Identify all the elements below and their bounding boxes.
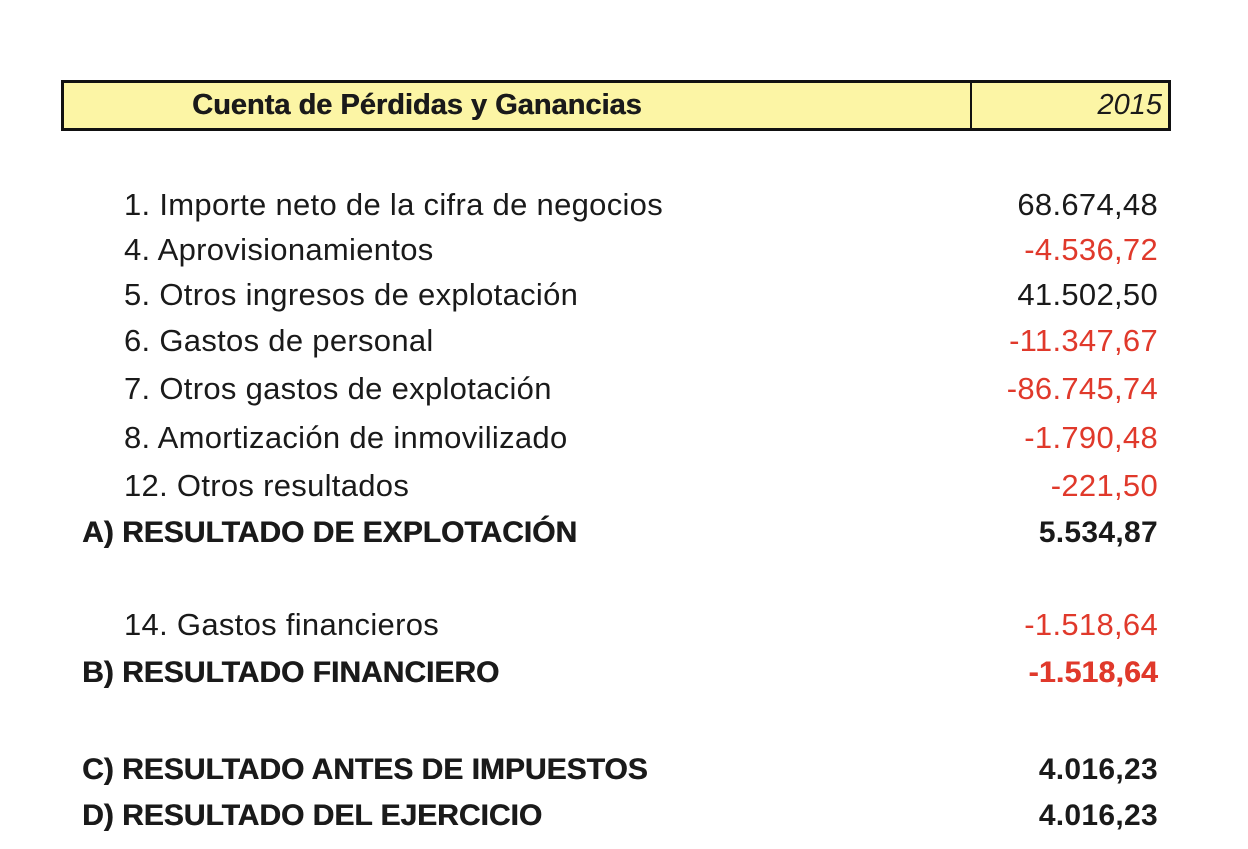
row-label: C) RESULTADO ANTES DE IMPUESTOS	[82, 753, 648, 786]
row-gastos-financieros	[0, 602, 1248, 648]
row-label: 4. Aprovisionamientos	[124, 232, 434, 267]
row-label: 7. Otros gastos de explotación	[124, 371, 552, 406]
header-year: 2015	[1097, 89, 1162, 121]
row-label: 6. Gastos de personal	[124, 323, 434, 358]
row-value: -11.347,67	[1009, 323, 1158, 358]
row-value: -1.518,64	[1024, 607, 1158, 642]
row-label: 8. Amortización de inmovilizado	[124, 420, 568, 455]
row-value: -1.790,48	[1024, 420, 1158, 455]
row-resultado-antes-impuestos	[0, 747, 1248, 793]
row-label: 12. Otros resultados	[124, 468, 410, 503]
row-label: A) RESULTADO DE EXPLOTACIÓN	[82, 516, 577, 549]
row-resultado-explotacion	[0, 510, 1248, 556]
row-resultado-ejercicio	[0, 793, 1248, 839]
row-value: 4.016,23	[1038, 799, 1158, 832]
row-label: 14. Gastos financieros	[124, 607, 440, 642]
row-importe-neto	[0, 182, 1248, 228]
row-value: -86.745,74	[1006, 371, 1158, 406]
row-value: 4.016,23	[1038, 753, 1158, 786]
row-label: D) RESULTADO DEL EJERCICIO	[82, 799, 543, 832]
row-amortizacion	[0, 415, 1248, 461]
row-label: B) RESULTADO FINANCIERO	[82, 656, 500, 689]
row-gastos-personal	[0, 318, 1248, 364]
row-value: 41.502,50	[1017, 277, 1158, 312]
row-otros-ingresos	[0, 272, 1248, 318]
row-label: 1. Importe neto de la cifra de negocios	[124, 187, 664, 222]
header-title: Cuenta de Pérdidas y Ganancias	[64, 83, 972, 128]
row-value: -221,50	[1050, 468, 1158, 503]
row-otros-gastos	[0, 366, 1248, 412]
row-resultado-financiero	[0, 650, 1248, 696]
row-aprovisionamientos	[0, 227, 1248, 273]
row-otros-resultados	[0, 463, 1248, 509]
row-value: -4.536,72	[1024, 232, 1158, 267]
row-value: -1.518,64	[1028, 656, 1158, 689]
row-label: 5. Otros ingresos de explotación	[124, 277, 579, 312]
row-value: 68.674,48	[1017, 187, 1158, 222]
row-value: 5.534,87	[1038, 516, 1158, 549]
table-header	[61, 80, 1171, 131]
